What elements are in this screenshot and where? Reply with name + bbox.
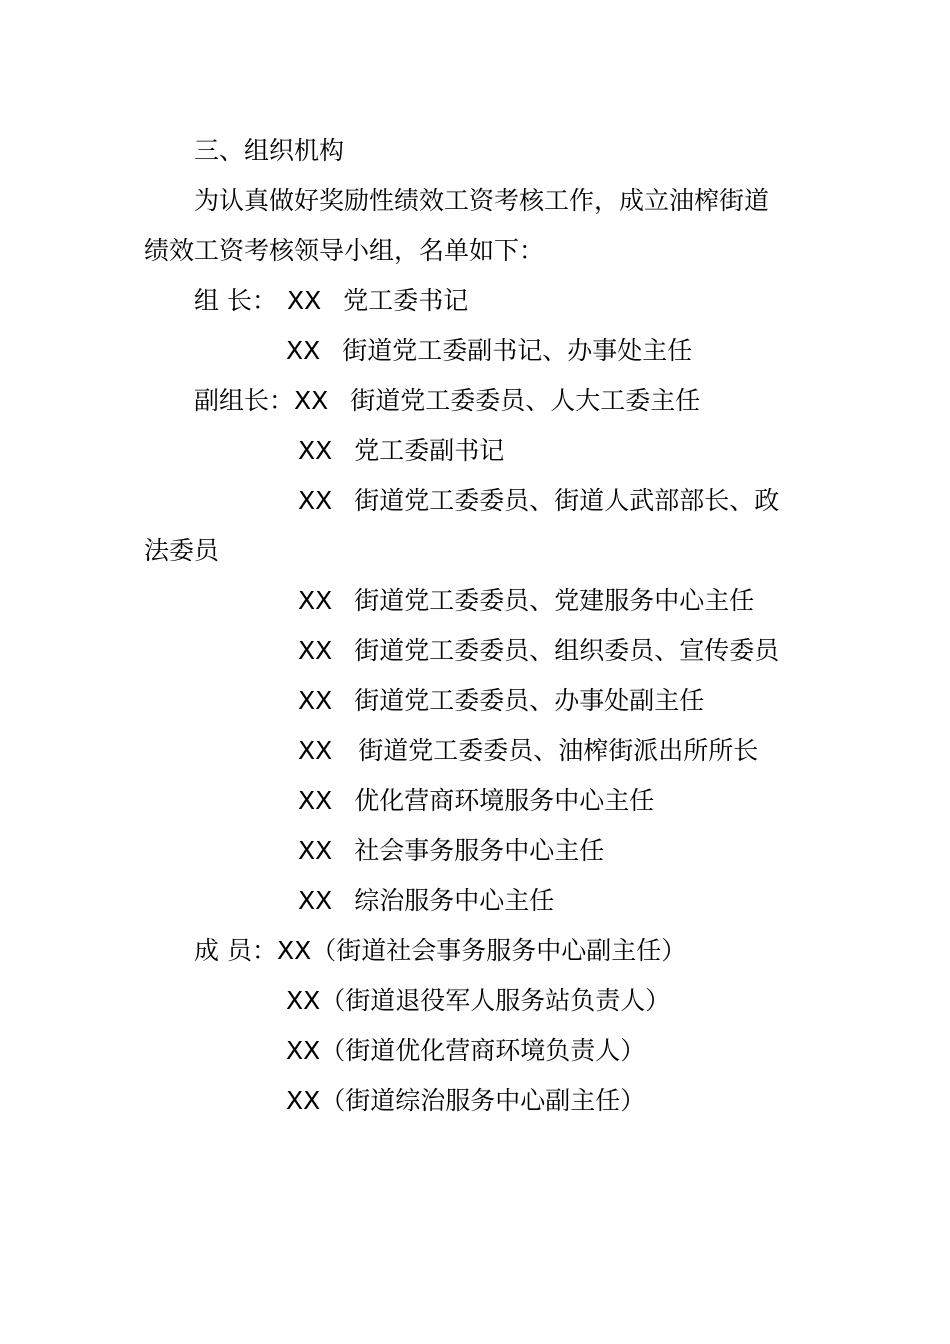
member-name: XX — [286, 286, 322, 315]
deputy-row — [298, 726, 758, 776]
deputy-row — [298, 776, 654, 826]
member-title: 街道党工委委员、组织委员、宣传委员 — [354, 636, 780, 665]
deputy-row — [298, 476, 779, 526]
member-title: 街道党工委委员、油榨街派出所所长 — [358, 736, 759, 765]
member-title: 街道党工委副书记、办事处主任 — [342, 336, 693, 365]
members-row — [286, 976, 670, 1026]
members-role-label: 成 员： — [194, 936, 277, 965]
deputy-row — [298, 426, 504, 476]
member-name: XX — [298, 686, 333, 715]
deputy-row — [298, 676, 704, 726]
member-name: XX — [286, 336, 321, 365]
member-title: 优化营商环境服务中心主任 — [354, 786, 655, 815]
member-name: XX — [286, 986, 321, 1015]
section-heading: 三、组织机构 — [194, 136, 345, 165]
member-title: （街道退役军人服务站负责人） — [320, 986, 671, 1015]
member-title: （街道优化营商环境负责人） — [320, 1036, 646, 1065]
members-row — [286, 1076, 645, 1126]
leader-row — [194, 276, 468, 326]
leader-role-label: 组 长： — [194, 286, 277, 315]
member-name: XX — [298, 736, 333, 765]
member-title: 社会事务服务中心主任 — [354, 836, 605, 865]
member-title: 街道党工委委员、街道人武部部长、政 — [354, 486, 780, 515]
member-name: XX — [298, 436, 333, 465]
intro-line-2: 绩效工资考核领导小组，名单如下： — [144, 236, 545, 265]
intro-line-1: 为认真做好奖励性绩效工资考核工作，成立油榨街道 — [194, 186, 770, 215]
member-name: XX — [286, 1036, 321, 1065]
deputy-row — [298, 826, 604, 876]
member-name: XX — [276, 936, 312, 965]
member-title: 街道党工委委员、人大工委主任 — [350, 386, 701, 415]
member-name: XX — [294, 386, 329, 415]
members-row — [286, 1026, 645, 1076]
member-name: XX — [298, 636, 333, 665]
member-title: 党工委副书记 — [354, 436, 505, 465]
leader-row — [286, 326, 692, 376]
member-name: XX — [298, 586, 333, 615]
member-title: 党工委书记 — [343, 286, 469, 315]
member-title: 综治服务中心主任 — [354, 886, 555, 915]
deputy-row — [298, 626, 779, 676]
deputy-row — [298, 876, 554, 926]
deputy-row — [298, 576, 754, 626]
member-name: XX — [298, 486, 333, 515]
members-row — [194, 926, 686, 976]
member-name: XX — [298, 836, 333, 865]
member-name: XX — [298, 886, 333, 915]
deputy-row-wrap: 法委员 — [144, 536, 220, 565]
deputy-role-label: 副组长： — [194, 386, 295, 415]
member-name: XX — [286, 1086, 321, 1115]
member-title: 街道党工委委员、办事处副主任 — [354, 686, 705, 715]
member-name: XX — [298, 786, 333, 815]
member-title: 街道党工委委员、党建服务中心主任 — [354, 586, 755, 615]
member-title: （街道综治服务中心副主任） — [320, 1086, 646, 1115]
member-title: （街道社会事务服务中心副主任） — [311, 936, 687, 965]
deputy-row — [194, 376, 700, 426]
